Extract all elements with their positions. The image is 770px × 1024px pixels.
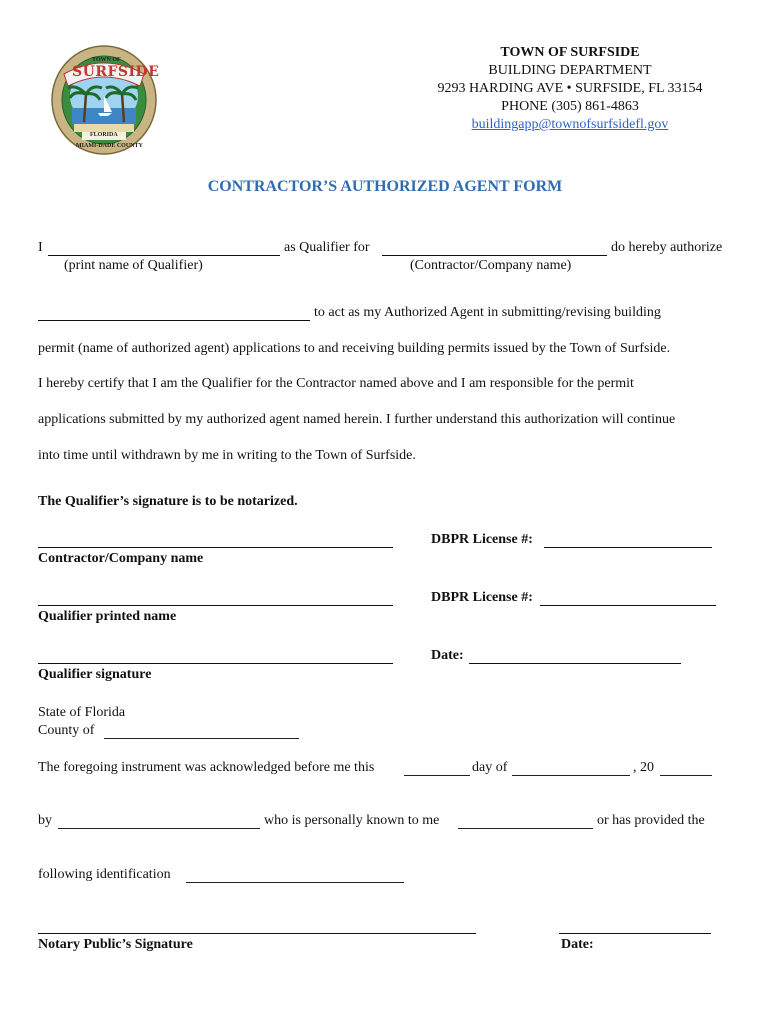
qualifier-signature-label: Qualifier signature xyxy=(38,667,152,682)
identification-label: following identification xyxy=(38,867,171,882)
dbpr-label-2: DBPR License #: xyxy=(431,590,533,605)
dbpr-license-blank-1[interactable] xyxy=(544,547,712,548)
company-label: Contractor/Company name xyxy=(38,551,204,566)
ack-day-of: day of xyxy=(472,760,508,775)
seal-county: MIAMI-DADE COUNTY xyxy=(76,143,143,149)
agent-name-blank[interactable] xyxy=(38,320,310,321)
intro-as-qualifier: as Qualifier for xyxy=(284,240,370,255)
notary-state: State of Florida xyxy=(38,705,126,720)
company-signature-line[interactable] xyxy=(38,547,393,548)
ack-year-blank[interactable] xyxy=(660,775,712,776)
identification-blank[interactable] xyxy=(186,882,404,883)
form-title: CONTRACTOR’S AUTHORIZED AGENT FORM xyxy=(207,178,563,195)
by-name-blank[interactable] xyxy=(58,828,260,829)
header-address: 9293 HARDING AVE • SURFSIDE, FL 33154 xyxy=(437,81,703,96)
ack-year-prefix: , 20 xyxy=(633,760,654,775)
notary-signature-line[interactable] xyxy=(38,933,476,934)
company-caption: (Contractor/Company name) xyxy=(410,258,572,273)
seal-name: SURFSIDE xyxy=(72,64,160,80)
county-blank[interactable] xyxy=(104,738,299,739)
header-department: BUILDING DEPARTMENT xyxy=(488,63,652,78)
notary-signature-label: Notary Public’s Signature xyxy=(38,937,193,952)
dbpr-license-blank-2[interactable] xyxy=(540,605,716,606)
company-name-blank[interactable] xyxy=(382,255,607,256)
dbpr-label-1: DBPR License #: xyxy=(431,532,533,547)
qualifier-name-line[interactable] xyxy=(38,605,393,606)
ack-text: The foregoing instrument was acknowledged before me this xyxy=(38,760,375,775)
intro-prefix: I xyxy=(38,240,43,255)
body-line-3: I hereby certify that I am the Qualifier for the Contractor named above and I am responsible for the permit xyxy=(38,376,634,391)
ack-month-blank[interactable] xyxy=(512,775,630,776)
qualifier-name-blank[interactable] xyxy=(48,255,280,256)
header-phone: PHONE (305) 861-4863 xyxy=(501,99,639,114)
notarized-note: The Qualifier’s signature is to be notarized. xyxy=(38,494,298,509)
intro-authorize: do hereby authorize xyxy=(611,240,723,255)
known-blank[interactable] xyxy=(458,828,593,829)
header-email-link[interactable]: buildingapp@townofsurfsidefl.gov xyxy=(471,117,669,132)
header-town: TOWN OF SURFSIDE xyxy=(500,45,640,60)
by-label: by xyxy=(38,813,52,828)
qualifier-signature-line[interactable] xyxy=(38,663,393,664)
notary-date-label: Date: xyxy=(561,937,594,952)
notary-county-label: County of xyxy=(38,723,95,738)
body-line-2: permit (name of authorized agent) applications to and receiving building permits issued by the Town of Surfside. xyxy=(38,341,671,356)
date-blank[interactable] xyxy=(469,663,681,664)
known-text: who is personally known to me xyxy=(264,813,440,828)
qualifier-name-label: Qualifier printed name xyxy=(38,609,177,624)
ack-day-blank[interactable] xyxy=(404,775,470,776)
town-seal-logo xyxy=(50,44,158,156)
date-label: Date: xyxy=(431,648,464,663)
notary-date-line[interactable] xyxy=(559,933,711,934)
or-provided-text: or has provided the xyxy=(597,813,705,828)
qualifier-caption: (print name of Qualifier) xyxy=(64,258,203,273)
body-line-5: into time until withdrawn by me in writing to the Town of Surfside. xyxy=(38,448,416,463)
seal-top-text: TOWN OF xyxy=(92,57,121,63)
body-line-4: applications submitted by my authorized agent named herein. I further understand this authorization will continue xyxy=(38,412,676,427)
seal-state: FLORIDA xyxy=(90,132,118,138)
body-line-1: to act as my Authorized Agent in submitting/revising building xyxy=(314,305,661,320)
